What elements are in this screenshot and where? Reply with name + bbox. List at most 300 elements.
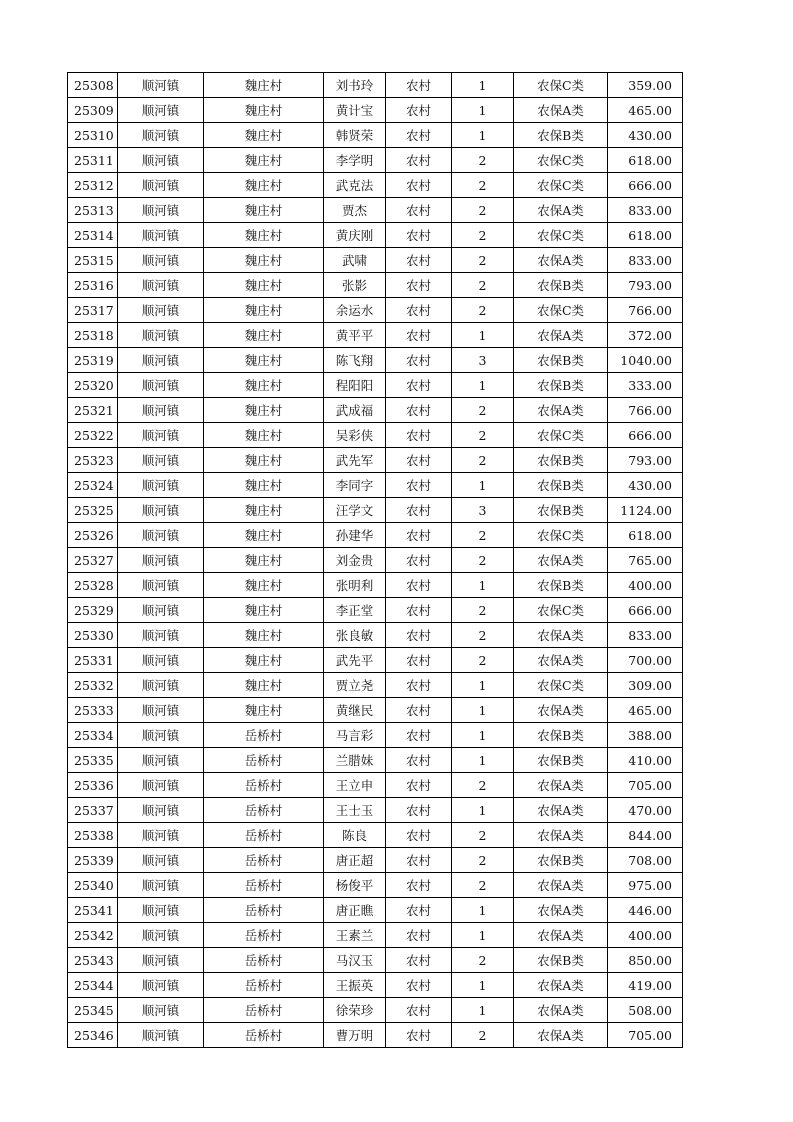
table-row bbox=[68, 523, 683, 548]
town-cell: 顺河镇 bbox=[118, 673, 204, 698]
town-cell: 顺河镇 bbox=[118, 923, 204, 948]
category-cell: 农保A类 bbox=[514, 623, 608, 648]
name-cell: 张良敏 bbox=[324, 623, 386, 648]
village-cell: 岳桥村 bbox=[204, 923, 324, 948]
amount-cell: 333.00 bbox=[608, 373, 683, 398]
village-cell: 魏庄村 bbox=[204, 123, 324, 148]
record-id-cell: 25333 bbox=[68, 698, 118, 723]
table-row bbox=[68, 148, 683, 173]
village-cell: 岳桥村 bbox=[204, 798, 324, 823]
village-cell: 岳桥村 bbox=[204, 823, 324, 848]
amount-cell: 400.00 bbox=[608, 923, 683, 948]
amount-cell: 309.00 bbox=[608, 673, 683, 698]
amount-cell: 793.00 bbox=[608, 273, 683, 298]
town-cell: 顺河镇 bbox=[118, 648, 204, 673]
household-count-cell: 1 bbox=[452, 473, 514, 498]
village-cell: 魏庄村 bbox=[204, 673, 324, 698]
amount-cell: 844.00 bbox=[608, 823, 683, 848]
household-count-cell: 2 bbox=[452, 873, 514, 898]
amount-cell: 410.00 bbox=[608, 748, 683, 773]
area-type-cell: 农村 bbox=[386, 323, 452, 348]
record-id-cell: 25310 bbox=[68, 123, 118, 148]
record-id-cell: 25328 bbox=[68, 573, 118, 598]
area-type-cell: 农村 bbox=[386, 873, 452, 898]
category-cell: 农保A类 bbox=[514, 548, 608, 573]
household-count-cell: 2 bbox=[452, 648, 514, 673]
amount-cell: 388.00 bbox=[608, 723, 683, 748]
household-count-cell: 1 bbox=[452, 98, 514, 123]
data-table bbox=[67, 72, 683, 1048]
area-type-cell: 农村 bbox=[386, 898, 452, 923]
table-row bbox=[68, 998, 683, 1023]
record-id-cell: 25334 bbox=[68, 723, 118, 748]
name-cell: 张影 bbox=[324, 273, 386, 298]
category-cell: 农保B类 bbox=[514, 273, 608, 298]
name-cell: 曹万明 bbox=[324, 1023, 386, 1048]
household-count-cell: 2 bbox=[452, 423, 514, 448]
town-cell: 顺河镇 bbox=[118, 898, 204, 923]
area-type-cell: 农村 bbox=[386, 573, 452, 598]
amount-cell: 465.00 bbox=[608, 698, 683, 723]
table-row bbox=[68, 973, 683, 998]
name-cell: 贾立尧 bbox=[324, 673, 386, 698]
category-cell: 农保A类 bbox=[514, 323, 608, 348]
household-count-cell: 2 bbox=[452, 598, 514, 623]
village-cell: 魏庄村 bbox=[204, 523, 324, 548]
area-type-cell: 农村 bbox=[386, 748, 452, 773]
household-count-cell: 2 bbox=[452, 948, 514, 973]
category-cell: 农保A类 bbox=[514, 1023, 608, 1048]
record-id-cell: 25336 bbox=[68, 773, 118, 798]
name-cell: 黄继民 bbox=[324, 698, 386, 723]
category-cell: 农保A类 bbox=[514, 773, 608, 798]
village-cell: 岳桥村 bbox=[204, 973, 324, 998]
town-cell: 顺河镇 bbox=[118, 223, 204, 248]
household-count-cell: 1 bbox=[452, 998, 514, 1023]
area-type-cell: 农村 bbox=[386, 223, 452, 248]
name-cell: 李学明 bbox=[324, 148, 386, 173]
name-cell: 程阳阳 bbox=[324, 373, 386, 398]
record-id-cell: 25321 bbox=[68, 398, 118, 423]
household-count-cell: 2 bbox=[452, 148, 514, 173]
category-cell: 农保B类 bbox=[514, 948, 608, 973]
table-row bbox=[68, 223, 683, 248]
town-cell: 顺河镇 bbox=[118, 973, 204, 998]
town-cell: 顺河镇 bbox=[118, 273, 204, 298]
village-cell: 魏庄村 bbox=[204, 348, 324, 373]
table-row bbox=[68, 298, 683, 323]
village-cell: 魏庄村 bbox=[204, 498, 324, 523]
area-type-cell: 农村 bbox=[386, 848, 452, 873]
amount-cell: 766.00 bbox=[608, 398, 683, 423]
household-count-cell: 1 bbox=[452, 973, 514, 998]
household-count-cell: 1 bbox=[452, 73, 514, 98]
table-row bbox=[68, 198, 683, 223]
amount-cell: 359.00 bbox=[608, 73, 683, 98]
household-count-cell: 2 bbox=[452, 298, 514, 323]
household-count-cell: 2 bbox=[452, 823, 514, 848]
record-id-cell: 25322 bbox=[68, 423, 118, 448]
amount-cell: 1040.00 bbox=[608, 348, 683, 373]
category-cell: 农保C类 bbox=[514, 298, 608, 323]
name-cell: 王士玉 bbox=[324, 798, 386, 823]
household-count-cell: 1 bbox=[452, 698, 514, 723]
table-body bbox=[68, 73, 683, 1048]
household-count-cell: 1 bbox=[452, 748, 514, 773]
area-type-cell: 农村 bbox=[386, 598, 452, 623]
name-cell: 武成福 bbox=[324, 398, 386, 423]
record-id-cell: 25326 bbox=[68, 523, 118, 548]
town-cell: 顺河镇 bbox=[118, 798, 204, 823]
category-cell: 农保C类 bbox=[514, 73, 608, 98]
name-cell: 杨俊平 bbox=[324, 873, 386, 898]
record-id-cell: 25311 bbox=[68, 148, 118, 173]
town-cell: 顺河镇 bbox=[118, 573, 204, 598]
amount-cell: 666.00 bbox=[608, 598, 683, 623]
category-cell: 农保C类 bbox=[514, 598, 608, 623]
amount-cell: 430.00 bbox=[608, 473, 683, 498]
amount-cell: 508.00 bbox=[608, 998, 683, 1023]
name-cell: 贾杰 bbox=[324, 198, 386, 223]
category-cell: 农保A类 bbox=[514, 798, 608, 823]
area-type-cell: 农村 bbox=[386, 498, 452, 523]
area-type-cell: 农村 bbox=[386, 648, 452, 673]
name-cell: 武先平 bbox=[324, 648, 386, 673]
table-row bbox=[68, 123, 683, 148]
amount-cell: 430.00 bbox=[608, 123, 683, 148]
area-type-cell: 农村 bbox=[386, 698, 452, 723]
village-cell: 魏庄村 bbox=[204, 248, 324, 273]
category-cell: 农保B类 bbox=[514, 373, 608, 398]
table-row bbox=[68, 598, 683, 623]
household-count-cell: 3 bbox=[452, 348, 514, 373]
category-cell: 农保A类 bbox=[514, 648, 608, 673]
village-cell: 魏庄村 bbox=[204, 173, 324, 198]
village-cell: 魏庄村 bbox=[204, 73, 324, 98]
amount-cell: 765.00 bbox=[608, 548, 683, 573]
name-cell: 李正堂 bbox=[324, 598, 386, 623]
table-row bbox=[68, 248, 683, 273]
area-type-cell: 农村 bbox=[386, 123, 452, 148]
village-cell: 魏庄村 bbox=[204, 648, 324, 673]
name-cell: 武先军 bbox=[324, 448, 386, 473]
area-type-cell: 农村 bbox=[386, 473, 452, 498]
household-count-cell: 2 bbox=[452, 773, 514, 798]
record-id-cell: 25314 bbox=[68, 223, 118, 248]
area-type-cell: 农村 bbox=[386, 273, 452, 298]
village-cell: 魏庄村 bbox=[204, 598, 324, 623]
name-cell: 王素兰 bbox=[324, 923, 386, 948]
household-count-cell: 2 bbox=[452, 198, 514, 223]
household-count-cell: 3 bbox=[452, 498, 514, 523]
town-cell: 顺河镇 bbox=[118, 723, 204, 748]
town-cell: 顺河镇 bbox=[118, 148, 204, 173]
town-cell: 顺河镇 bbox=[118, 998, 204, 1023]
amount-cell: 419.00 bbox=[608, 973, 683, 998]
table-row bbox=[68, 398, 683, 423]
area-type-cell: 农村 bbox=[386, 1023, 452, 1048]
record-id-cell: 25345 bbox=[68, 998, 118, 1023]
town-cell: 顺河镇 bbox=[118, 373, 204, 398]
category-cell: 农保B类 bbox=[514, 348, 608, 373]
village-cell: 魏庄村 bbox=[204, 473, 324, 498]
village-cell: 岳桥村 bbox=[204, 898, 324, 923]
village-cell: 魏庄村 bbox=[204, 98, 324, 123]
category-cell: 农保B类 bbox=[514, 448, 608, 473]
amount-cell: 446.00 bbox=[608, 898, 683, 923]
name-cell: 黄平平 bbox=[324, 323, 386, 348]
town-cell: 顺河镇 bbox=[118, 1023, 204, 1048]
category-cell: 农保A类 bbox=[514, 973, 608, 998]
record-id-cell: 25330 bbox=[68, 623, 118, 648]
table-row bbox=[68, 923, 683, 948]
village-cell: 魏庄村 bbox=[204, 373, 324, 398]
village-cell: 岳桥村 bbox=[204, 998, 324, 1023]
household-count-cell: 2 bbox=[452, 273, 514, 298]
village-cell: 魏庄村 bbox=[204, 273, 324, 298]
area-type-cell: 农村 bbox=[386, 973, 452, 998]
category-cell: 农保A类 bbox=[514, 898, 608, 923]
town-cell: 顺河镇 bbox=[118, 873, 204, 898]
household-count-cell: 1 bbox=[452, 323, 514, 348]
category-cell: 农保B类 bbox=[514, 573, 608, 598]
town-cell: 顺河镇 bbox=[118, 348, 204, 373]
area-type-cell: 农村 bbox=[386, 673, 452, 698]
town-cell: 顺河镇 bbox=[118, 748, 204, 773]
village-cell: 魏庄村 bbox=[204, 298, 324, 323]
table-row bbox=[68, 1023, 683, 1048]
town-cell: 顺河镇 bbox=[118, 98, 204, 123]
table-row bbox=[68, 173, 683, 198]
amount-cell: 1124.00 bbox=[608, 498, 683, 523]
town-cell: 顺河镇 bbox=[118, 848, 204, 873]
area-type-cell: 农村 bbox=[386, 173, 452, 198]
category-cell: 农保B类 bbox=[514, 498, 608, 523]
amount-cell: 400.00 bbox=[608, 573, 683, 598]
table-row bbox=[68, 873, 683, 898]
village-cell: 岳桥村 bbox=[204, 773, 324, 798]
amount-cell: 618.00 bbox=[608, 148, 683, 173]
name-cell: 孙建华 bbox=[324, 523, 386, 548]
village-cell: 魏庄村 bbox=[204, 148, 324, 173]
table-row bbox=[68, 948, 683, 973]
household-count-cell: 1 bbox=[452, 898, 514, 923]
name-cell: 徐荣珍 bbox=[324, 998, 386, 1023]
record-id-cell: 25342 bbox=[68, 923, 118, 948]
area-type-cell: 农村 bbox=[386, 98, 452, 123]
amount-cell: 833.00 bbox=[608, 623, 683, 648]
household-count-cell: 1 bbox=[452, 673, 514, 698]
amount-cell: 470.00 bbox=[608, 798, 683, 823]
village-cell: 魏庄村 bbox=[204, 548, 324, 573]
area-type-cell: 农村 bbox=[386, 823, 452, 848]
household-count-cell: 2 bbox=[452, 173, 514, 198]
category-cell: 农保A类 bbox=[514, 98, 608, 123]
category-cell: 农保A类 bbox=[514, 873, 608, 898]
table-row bbox=[68, 773, 683, 798]
record-id-cell: 25335 bbox=[68, 748, 118, 773]
category-cell: 农保C类 bbox=[514, 523, 608, 548]
town-cell: 顺河镇 bbox=[118, 823, 204, 848]
household-count-cell: 2 bbox=[452, 548, 514, 573]
name-cell: 刘书玲 bbox=[324, 73, 386, 98]
town-cell: 顺河镇 bbox=[118, 623, 204, 648]
name-cell: 马言彩 bbox=[324, 723, 386, 748]
household-count-cell: 1 bbox=[452, 923, 514, 948]
table-row bbox=[68, 348, 683, 373]
table-row bbox=[68, 698, 683, 723]
table-row bbox=[68, 648, 683, 673]
amount-cell: 708.00 bbox=[608, 848, 683, 873]
amount-cell: 850.00 bbox=[608, 948, 683, 973]
name-cell: 武克法 bbox=[324, 173, 386, 198]
village-cell: 岳桥村 bbox=[204, 848, 324, 873]
category-cell: 农保A类 bbox=[514, 823, 608, 848]
record-id-cell: 25319 bbox=[68, 348, 118, 373]
town-cell: 顺河镇 bbox=[118, 123, 204, 148]
town-cell: 顺河镇 bbox=[118, 298, 204, 323]
amount-cell: 833.00 bbox=[608, 198, 683, 223]
table-row bbox=[68, 823, 683, 848]
record-id-cell: 25343 bbox=[68, 948, 118, 973]
record-id-cell: 25325 bbox=[68, 498, 118, 523]
household-count-cell: 1 bbox=[452, 373, 514, 398]
category-cell: 农保B类 bbox=[514, 848, 608, 873]
village-cell: 魏庄村 bbox=[204, 423, 324, 448]
area-type-cell: 农村 bbox=[386, 998, 452, 1023]
town-cell: 顺河镇 bbox=[118, 423, 204, 448]
household-count-cell: 2 bbox=[452, 248, 514, 273]
table-row bbox=[68, 373, 683, 398]
amount-cell: 705.00 bbox=[608, 1023, 683, 1048]
table-row bbox=[68, 473, 683, 498]
town-cell: 顺河镇 bbox=[118, 248, 204, 273]
record-id-cell: 25318 bbox=[68, 323, 118, 348]
record-id-cell: 25315 bbox=[68, 248, 118, 273]
category-cell: 农保C类 bbox=[514, 223, 608, 248]
area-type-cell: 农村 bbox=[386, 548, 452, 573]
area-type-cell: 农村 bbox=[386, 198, 452, 223]
village-cell: 魏庄村 bbox=[204, 223, 324, 248]
category-cell: 农保A类 bbox=[514, 198, 608, 223]
village-cell: 魏庄村 bbox=[204, 448, 324, 473]
area-type-cell: 农村 bbox=[386, 348, 452, 373]
name-cell: 李同字 bbox=[324, 473, 386, 498]
name-cell: 唐正超 bbox=[324, 848, 386, 873]
name-cell: 唐正瞧 bbox=[324, 898, 386, 923]
area-type-cell: 农村 bbox=[386, 723, 452, 748]
village-cell: 魏庄村 bbox=[204, 698, 324, 723]
area-type-cell: 农村 bbox=[386, 773, 452, 798]
town-cell: 顺河镇 bbox=[118, 398, 204, 423]
table-row bbox=[68, 323, 683, 348]
name-cell: 张明利 bbox=[324, 573, 386, 598]
household-count-cell: 1 bbox=[452, 123, 514, 148]
amount-cell: 465.00 bbox=[608, 98, 683, 123]
amount-cell: 372.00 bbox=[608, 323, 683, 348]
village-cell: 魏庄村 bbox=[204, 323, 324, 348]
category-cell: 农保A类 bbox=[514, 923, 608, 948]
town-cell: 顺河镇 bbox=[118, 523, 204, 548]
town-cell: 顺河镇 bbox=[118, 173, 204, 198]
table-row bbox=[68, 423, 683, 448]
category-cell: 农保A类 bbox=[514, 698, 608, 723]
table-row bbox=[68, 848, 683, 873]
amount-cell: 766.00 bbox=[608, 298, 683, 323]
village-cell: 魏庄村 bbox=[204, 198, 324, 223]
record-id-cell: 25332 bbox=[68, 673, 118, 698]
amount-cell: 666.00 bbox=[608, 423, 683, 448]
area-type-cell: 农村 bbox=[386, 948, 452, 973]
village-cell: 岳桥村 bbox=[204, 948, 324, 973]
area-type-cell: 农村 bbox=[386, 523, 452, 548]
town-cell: 顺河镇 bbox=[118, 498, 204, 523]
category-cell: 农保C类 bbox=[514, 673, 608, 698]
table-row bbox=[68, 623, 683, 648]
town-cell: 顺河镇 bbox=[118, 73, 204, 98]
village-cell: 岳桥村 bbox=[204, 1023, 324, 1048]
amount-cell: 700.00 bbox=[608, 648, 683, 673]
town-cell: 顺河镇 bbox=[118, 598, 204, 623]
name-cell: 陈飞翔 bbox=[324, 348, 386, 373]
town-cell: 顺河镇 bbox=[118, 473, 204, 498]
town-cell: 顺河镇 bbox=[118, 198, 204, 223]
village-cell: 魏庄村 bbox=[204, 398, 324, 423]
record-id-cell: 25331 bbox=[68, 648, 118, 673]
amount-cell: 975.00 bbox=[608, 873, 683, 898]
table-row bbox=[68, 73, 683, 98]
record-id-cell: 25340 bbox=[68, 873, 118, 898]
category-cell: 农保C类 bbox=[514, 173, 608, 198]
area-type-cell: 农村 bbox=[386, 248, 452, 273]
record-id-cell: 25346 bbox=[68, 1023, 118, 1048]
household-count-cell: 2 bbox=[452, 848, 514, 873]
town-cell: 顺河镇 bbox=[118, 698, 204, 723]
village-cell: 岳桥村 bbox=[204, 723, 324, 748]
household-count-cell: 2 bbox=[452, 1023, 514, 1048]
name-cell: 王立申 bbox=[324, 773, 386, 798]
category-cell: 农保A类 bbox=[514, 398, 608, 423]
table-row bbox=[68, 98, 683, 123]
record-id-cell: 25338 bbox=[68, 823, 118, 848]
household-count-cell: 2 bbox=[452, 223, 514, 248]
table-row bbox=[68, 548, 683, 573]
area-type-cell: 农村 bbox=[386, 398, 452, 423]
area-type-cell: 农村 bbox=[386, 73, 452, 98]
area-type-cell: 农村 bbox=[386, 623, 452, 648]
table-row bbox=[68, 898, 683, 923]
record-id-cell: 25339 bbox=[68, 848, 118, 873]
area-type-cell: 农村 bbox=[386, 448, 452, 473]
name-cell: 王振英 bbox=[324, 973, 386, 998]
town-cell: 顺河镇 bbox=[118, 773, 204, 798]
town-cell: 顺河镇 bbox=[118, 548, 204, 573]
village-cell: 岳桥村 bbox=[204, 873, 324, 898]
record-id-cell: 25316 bbox=[68, 273, 118, 298]
amount-cell: 705.00 bbox=[608, 773, 683, 798]
village-cell: 岳桥村 bbox=[204, 748, 324, 773]
area-type-cell: 农村 bbox=[386, 148, 452, 173]
name-cell: 汪学文 bbox=[324, 498, 386, 523]
category-cell: 农保B类 bbox=[514, 123, 608, 148]
name-cell: 黄庆刚 bbox=[324, 223, 386, 248]
name-cell: 武啸 bbox=[324, 248, 386, 273]
record-id-cell: 25308 bbox=[68, 73, 118, 98]
table-row bbox=[68, 448, 683, 473]
name-cell: 吴彩侠 bbox=[324, 423, 386, 448]
record-id-cell: 25324 bbox=[68, 473, 118, 498]
record-id-cell: 25312 bbox=[68, 173, 118, 198]
